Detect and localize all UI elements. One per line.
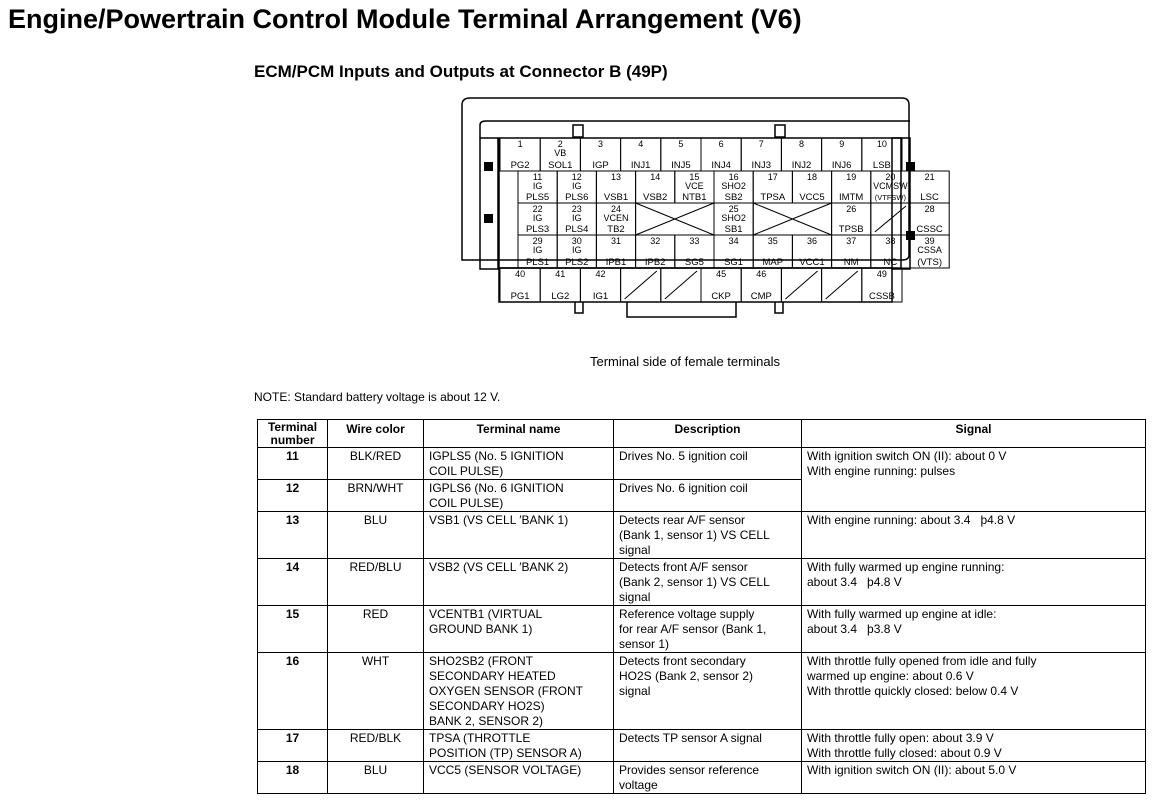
terminal-name-cell-line: BANK 2, SENSOR 2): [429, 714, 544, 728]
connector-terminal-8: [781, 138, 821, 171]
terminal-label: SB1: [724, 224, 743, 235]
terminal-number: 16: [728, 172, 739, 182]
terminal-number-cell: [258, 448, 328, 480]
description-cell: [614, 480, 802, 512]
terminal-number-cell-line: 17: [285, 731, 300, 745]
terminal-label: PLS1: [525, 257, 550, 268]
terminal-name-cell-line: VSB2 (VS CELL ′BANK 2): [429, 560, 569, 574]
description-cell-line: signal: [619, 590, 651, 604]
connector-terminal-28: [910, 203, 949, 235]
table-row: [258, 606, 1146, 653]
terminal-number-cell: [258, 730, 328, 762]
terminal-number: 9: [839, 139, 845, 149]
terminal-label: LSB: [872, 160, 891, 171]
connector-terminal-13: [596, 171, 635, 203]
terminal-label-top: IG: [532, 181, 543, 191]
terminal-table: [257, 419, 1146, 794]
signal-cell: [802, 512, 1146, 559]
description-cell-line: signal: [619, 684, 651, 698]
terminal-label-top: VB: [554, 148, 567, 158]
terminal-label-top: IG: [572, 181, 582, 191]
terminal-label-top: IG: [572, 245, 582, 255]
terminal-number: 31: [610, 236, 622, 246]
terminal-label: PLS2: [565, 257, 589, 268]
terminal-number-cell-line: 18: [285, 763, 300, 777]
terminal-number: 40: [515, 269, 526, 279]
terminal-label: INJ5: [671, 160, 691, 171]
connector-terminal-39: [910, 235, 949, 268]
table-row: [258, 559, 1146, 606]
description-cell-line: Provides sensor reference: [619, 763, 760, 777]
description-cell-line: (Bank 1, sensor 1) VS CELL: [619, 528, 770, 542]
connector-terminal-30: [557, 235, 596, 268]
terminal-label-top: VCE: [685, 181, 704, 191]
connector-terminal-36: [792, 235, 831, 268]
signal-cell-line: With engine running: pulses: [807, 464, 956, 478]
terminal-label-top: SHO2: [721, 181, 746, 191]
terminal-name-cell-line: VCC5 (SENSOR VOLTAGE): [429, 763, 582, 777]
description-cell: [614, 653, 802, 730]
terminal-label: NTB1: [682, 192, 707, 203]
terminal-number: 20: [885, 172, 896, 182]
header-wire-color: Wire color: [328, 420, 424, 448]
header-signal: Signal: [802, 420, 1146, 448]
signal-cell: [802, 448, 1146, 512]
terminal-number: 25: [728, 204, 739, 214]
terminal-label: IPB1: [605, 257, 627, 268]
connector-terminal-7: [741, 138, 781, 171]
page-title: Engine/Powertrain Control Module Terminal Arrangement (V6): [8, 4, 802, 34]
terminal-name-cell-line: COIL PULSE): [429, 496, 504, 510]
terminal-number-cell-line: 12: [285, 481, 300, 495]
terminal-label: INJ6: [831, 160, 852, 171]
connector-terminal-20: [871, 171, 910, 203]
signal-cell-line: With throttle fully open: about 3.9 V: [807, 731, 994, 745]
connector-terminal-21: [910, 171, 949, 203]
terminal-label: (VTFSW): [874, 193, 907, 202]
description-cell-line: Drives No. 6 ignition coil: [619, 481, 748, 495]
terminal-label: SOL1: [548, 160, 573, 171]
blank-cavity-slashed: [781, 268, 821, 302]
connector-terminal-33: [675, 235, 714, 268]
terminal-label: VSB1: [603, 192, 629, 203]
terminal-label-top: IG: [572, 213, 582, 223]
wire-color-cell-line: BLK/RED: [349, 449, 402, 463]
signal-cell-line: about 3.4 þ4.8 V: [807, 575, 902, 589]
wire-color-cell: [328, 448, 424, 480]
wire-color-cell-line: BRN/WHT: [347, 481, 404, 495]
terminal-label: IMTM: [839, 192, 864, 203]
terminal-number: 46: [756, 269, 767, 279]
terminal-label: INJ2: [791, 160, 812, 171]
terminal-number-cell: [258, 653, 328, 730]
wire-color-cell-line: BLU: [363, 763, 388, 777]
wire-color-cell: [328, 730, 424, 762]
terminal-number-cell: [258, 762, 328, 794]
connector-terminal-34: [714, 235, 753, 268]
terminal-label-top: SHO2: [721, 213, 746, 223]
terminal-name-cell-line: VCENTB1 (VIRTUAL: [429, 607, 543, 621]
terminal-number-cell-line: 13: [285, 513, 300, 527]
terminal-label: TPSA: [760, 192, 786, 203]
connector-terminal-2: [540, 138, 580, 171]
connector-terminal-17: [753, 171, 792, 203]
terminal-label: VSB2: [643, 192, 668, 203]
terminal-name-cell: [424, 448, 614, 480]
terminal-label: PLS5: [525, 192, 550, 203]
signal-cell-line: With ignition switch ON (II): about 5.0 V: [807, 763, 1017, 777]
connector-terminal-14: [636, 171, 675, 203]
connector-terminal-37: [832, 235, 871, 268]
terminal-name-cell: [424, 480, 614, 512]
terminal-label-top: VCEN: [603, 213, 629, 223]
description-cell: [614, 606, 802, 653]
terminal-number: 3: [597, 139, 604, 149]
terminal-name-cell: [424, 559, 614, 606]
terminal-number: 4: [638, 139, 644, 149]
terminal-number: 49: [876, 269, 887, 279]
connector-terminal-4: [621, 138, 661, 171]
wire-color-cell: [328, 559, 424, 606]
blank-cavity-slashed: [621, 268, 661, 302]
terminal-number: 5: [678, 139, 684, 149]
terminal-number: 42: [595, 269, 606, 279]
terminal-number: 18: [806, 172, 818, 182]
terminal-name-cell-line: SECONDARY HEATED: [429, 669, 556, 683]
description-cell-line: Detects front A/F sensor: [619, 560, 748, 574]
description-cell-line: Detects rear A/F sensor: [619, 513, 746, 527]
signal-cell: [802, 762, 1146, 794]
description-cell-line: for rear A/F sensor (Bank 1,: [619, 622, 767, 636]
wire-color-cell: [328, 512, 424, 559]
terminal-number: 36: [806, 236, 818, 246]
description-cell-line: (Bank 2, sensor 1) VS CELL: [619, 575, 770, 589]
terminal-number: 34: [728, 236, 739, 246]
connector-terminal-23: [557, 203, 596, 235]
terminal-number: 38: [885, 236, 896, 246]
table-row: [258, 448, 1146, 480]
terminal-label: MAP: [762, 257, 784, 268]
terminal-number: 35: [767, 236, 778, 246]
wire-color-cell-line: RED/BLU: [349, 560, 402, 574]
table-header-row: [258, 420, 1146, 448]
description-cell: [614, 762, 802, 794]
description-cell-line: Drives No. 5 ignition coil: [619, 449, 748, 463]
terminal-number: 2: [557, 139, 563, 149]
wire-color-cell: [328, 480, 424, 512]
signal-cell-line: With ignition switch ON (II): about 0 V: [807, 449, 1007, 463]
terminal-label: INJ4: [711, 160, 731, 171]
connector-terminal-12: [557, 171, 596, 203]
terminal-name-cell-line: VSB1 (VS CELL ′BANK 1): [429, 513, 569, 527]
connector-terminal-3: [580, 138, 620, 171]
signal-cell: [802, 606, 1146, 653]
terminal-number: 14: [650, 172, 661, 182]
terminal-label: IG1: [592, 291, 609, 302]
header-terminal-name: Terminal name: [424, 420, 614, 448]
terminal-label: TPSB: [838, 224, 864, 235]
signal-cell: [802, 653, 1146, 730]
description-cell-line: signal: [619, 543, 651, 557]
connector-terminal-24: [596, 203, 635, 235]
blank-cavity-crossed: [636, 203, 714, 235]
terminal-number: 13: [610, 172, 622, 182]
connector-terminal-5: [661, 138, 701, 171]
terminal-number-cell-line: 16: [285, 654, 300, 668]
description-cell-line: voltage: [619, 778, 658, 792]
terminal-number-cell-line: 15: [285, 607, 300, 621]
header-terminal-line2: number: [270, 433, 315, 447]
terminal-number-cell: [258, 512, 328, 559]
terminal-number-cell-line: 14: [285, 560, 300, 574]
wire-color-cell: [328, 606, 424, 653]
connector-terminal-22: [518, 203, 557, 235]
connector-terminal-26: [832, 203, 871, 235]
terminal-label: NM: [843, 257, 859, 268]
terminal-number: 1: [517, 139, 523, 149]
connector-terminal-32: [636, 235, 675, 268]
connector-terminal-1: [500, 138, 540, 171]
connector-terminal-15: [675, 171, 714, 203]
connector-terminal-29: [518, 235, 557, 268]
header-description: Description: [614, 420, 802, 448]
terminal-number: 32: [650, 236, 661, 246]
wire-color-cell: [328, 762, 424, 794]
description-cell: [614, 512, 802, 559]
wire-color-cell-line: RED/BLK: [349, 731, 402, 745]
terminal-number: 10: [876, 139, 887, 149]
wire-color-cell-line: RED: [362, 607, 389, 621]
terminal-label: SG1: [724, 257, 744, 268]
blank-cavity-slashed: [871, 203, 910, 235]
table-row: [258, 653, 1146, 730]
terminal-number: 24: [610, 204, 622, 214]
terminal-number: 23: [571, 204, 582, 214]
terminal-label: VCC1: [799, 257, 825, 268]
terminal-number: 45: [716, 269, 727, 279]
terminal-name-cell-line: POSITION (TP) SENSOR A): [429, 746, 582, 760]
terminal-number: 33: [689, 236, 700, 246]
terminal-number-cell: [258, 606, 328, 653]
terminal-label: VCC5: [799, 192, 825, 203]
signal-cell-line: With throttle quickly closed: below 0.4 V: [807, 684, 1019, 698]
section-subtitle: ECM/PCM Inputs and Outputs at Connector B (49P): [254, 62, 668, 81]
terminal-label: LSC: [920, 192, 939, 203]
terminal-number: 37: [846, 236, 857, 246]
connector-terminal-16: [714, 171, 753, 203]
description-cell: [614, 559, 802, 606]
signal-cell: [802, 559, 1146, 606]
terminal-label-top: IG: [532, 213, 543, 223]
connector-diagram: [440, 95, 943, 325]
terminal-number: 29: [532, 236, 543, 246]
connector-terminal-19: [832, 171, 871, 203]
signal-cell-line: With fully warmed up engine running:: [807, 560, 1005, 574]
terminal-label: SB2: [724, 192, 743, 203]
terminal-label: SG5: [684, 257, 704, 268]
terminal-name-cell-line: COIL PULSE): [429, 464, 504, 478]
terminal-number: 11: [532, 172, 543, 182]
description-cell-line: sensor 1): [619, 637, 670, 651]
connector-terminal-45: [701, 268, 741, 302]
connector-terminal-38: [871, 235, 910, 268]
terminal-label: IGP: [592, 160, 609, 171]
connector-terminal-41: [540, 268, 580, 302]
table-row: [258, 762, 1146, 794]
terminal-label: INJ3: [751, 160, 772, 171]
connector-terminal-18: [792, 171, 831, 203]
terminal-name-cell: [424, 512, 614, 559]
signal-cell: [802, 730, 1146, 762]
description-cell-line: HO2S (Bank 2, sensor 2): [619, 669, 754, 683]
description-cell-line: Detects TP sensor A signal: [619, 731, 762, 745]
terminal-name-cell-line: IGPLS5 (No. 5 IGNITION: [429, 449, 564, 463]
signal-cell-line: With throttle fully opened from idle and fully: [807, 654, 1037, 668]
table-row: [258, 730, 1146, 762]
connector-terminal-25: [714, 203, 753, 235]
terminal-number-cell: [258, 480, 328, 512]
connector-terminal-6: [701, 138, 741, 171]
terminal-number: 30: [571, 236, 582, 246]
terminal-number: 6: [718, 139, 724, 149]
terminal-name-cell-line: GROUND BANK 1): [429, 622, 533, 636]
terminal-number-cell-line: 11: [286, 449, 299, 463]
signal-cell-line: With fully warmed up engine at idle:: [807, 607, 997, 621]
header-terminal-line1: Terminal: [267, 420, 318, 434]
terminal-number: 12: [571, 172, 582, 182]
terminal-number: 28: [924, 204, 935, 214]
terminal-label-top: VCMSW: [873, 181, 908, 191]
terminal-label: INJ1: [630, 160, 651, 171]
terminal-number-cell: [258, 559, 328, 606]
terminal-number: 19: [846, 172, 857, 182]
terminal-name-cell: [424, 762, 614, 794]
terminal-number: 21: [924, 172, 935, 182]
connector-terminal-11: [518, 171, 557, 203]
terminal-label: CMP: [750, 291, 772, 302]
terminal-name-cell: [424, 606, 614, 653]
terminal-name-cell: [424, 730, 614, 762]
terminal-name-cell-line: IGPLS6 (No. 6 IGNITION: [429, 481, 564, 495]
connector-terminal-42: [580, 268, 620, 302]
connector-terminal-9: [822, 138, 862, 171]
terminal-number: 39: [924, 236, 935, 246]
terminal-label-top: CSSA: [917, 245, 942, 255]
table-row: [258, 512, 1146, 559]
terminal-name-cell-line: SHO2SB2 (FRONT: [429, 654, 534, 668]
terminal-label: TB2: [607, 224, 625, 235]
terminal-name-cell-line: SECONDARY HO2S): [429, 699, 545, 713]
terminal-label: NC: [883, 257, 898, 268]
terminal-number: 26: [846, 204, 857, 214]
connector-caption: Terminal side of female terminals: [590, 354, 781, 369]
terminal-number: 8: [798, 139, 805, 149]
terminal-label: PLS3: [525, 224, 550, 235]
terminal-label: CSSC: [916, 224, 943, 235]
connector-terminal-31: [596, 235, 635, 268]
terminal-label: PG1: [510, 291, 530, 302]
terminal-label: CKP: [711, 291, 731, 302]
terminal-number: 41: [555, 269, 566, 279]
connector-terminal-46: [741, 268, 781, 302]
terminal-name-cell: [424, 653, 614, 730]
terminal-label: CSSB: [868, 291, 895, 302]
connector-terminal-35: [753, 235, 792, 268]
terminal-label: PLS6: [565, 192, 589, 203]
terminal-label: PG2: [510, 160, 530, 171]
signal-cell-line: about 3.4 þ3.8 V: [807, 622, 902, 636]
wire-color-cell-line: WHT: [361, 654, 390, 668]
signal-cell-line: warmed up engine: about 0.6 V: [807, 669, 974, 683]
terminal-label: PLS4: [565, 224, 589, 235]
blank-cavity-slashed: [661, 268, 701, 302]
terminal-label-top: IG: [532, 245, 543, 255]
terminal-number: 15: [689, 172, 700, 182]
description-cell: [614, 448, 802, 480]
battery-note: NOTE: Standard battery voltage is about 12 V.: [254, 390, 501, 404]
terminal-name-cell-line: TPSA (THROTTLE: [429, 731, 531, 745]
terminal-name-cell-line: OXYGEN SENSOR (FRONT: [429, 684, 584, 698]
signal-cell-line: With throttle fully closed: about 0.9 V: [807, 746, 1002, 760]
connector-terminal-40: [500, 268, 540, 302]
terminal-label: LG2: [551, 291, 570, 302]
connector-terminal-10: [862, 138, 902, 171]
terminal-number: 7: [758, 139, 764, 149]
wire-color-cell: [328, 653, 424, 730]
description-cell: [614, 730, 802, 762]
terminal-label: (VTS): [917, 257, 943, 268]
description-cell-line: Reference voltage supply: [619, 607, 755, 621]
terminal-number: 17: [767, 172, 778, 182]
blank-cavity-slashed: [822, 268, 862, 302]
terminal-number: 22: [532, 204, 543, 214]
blank-cavity-crossed: [753, 203, 831, 235]
description-cell-line: Detects front secondary: [619, 654, 746, 668]
header-terminal-number: [258, 420, 328, 448]
terminal-label: IPB2: [644, 257, 666, 268]
wire-color-cell-line: BLU: [363, 513, 388, 527]
signal-cell-line: With engine running: about 3.4 þ4.8 V: [807, 513, 1016, 527]
connector-terminal-49: [862, 268, 902, 302]
